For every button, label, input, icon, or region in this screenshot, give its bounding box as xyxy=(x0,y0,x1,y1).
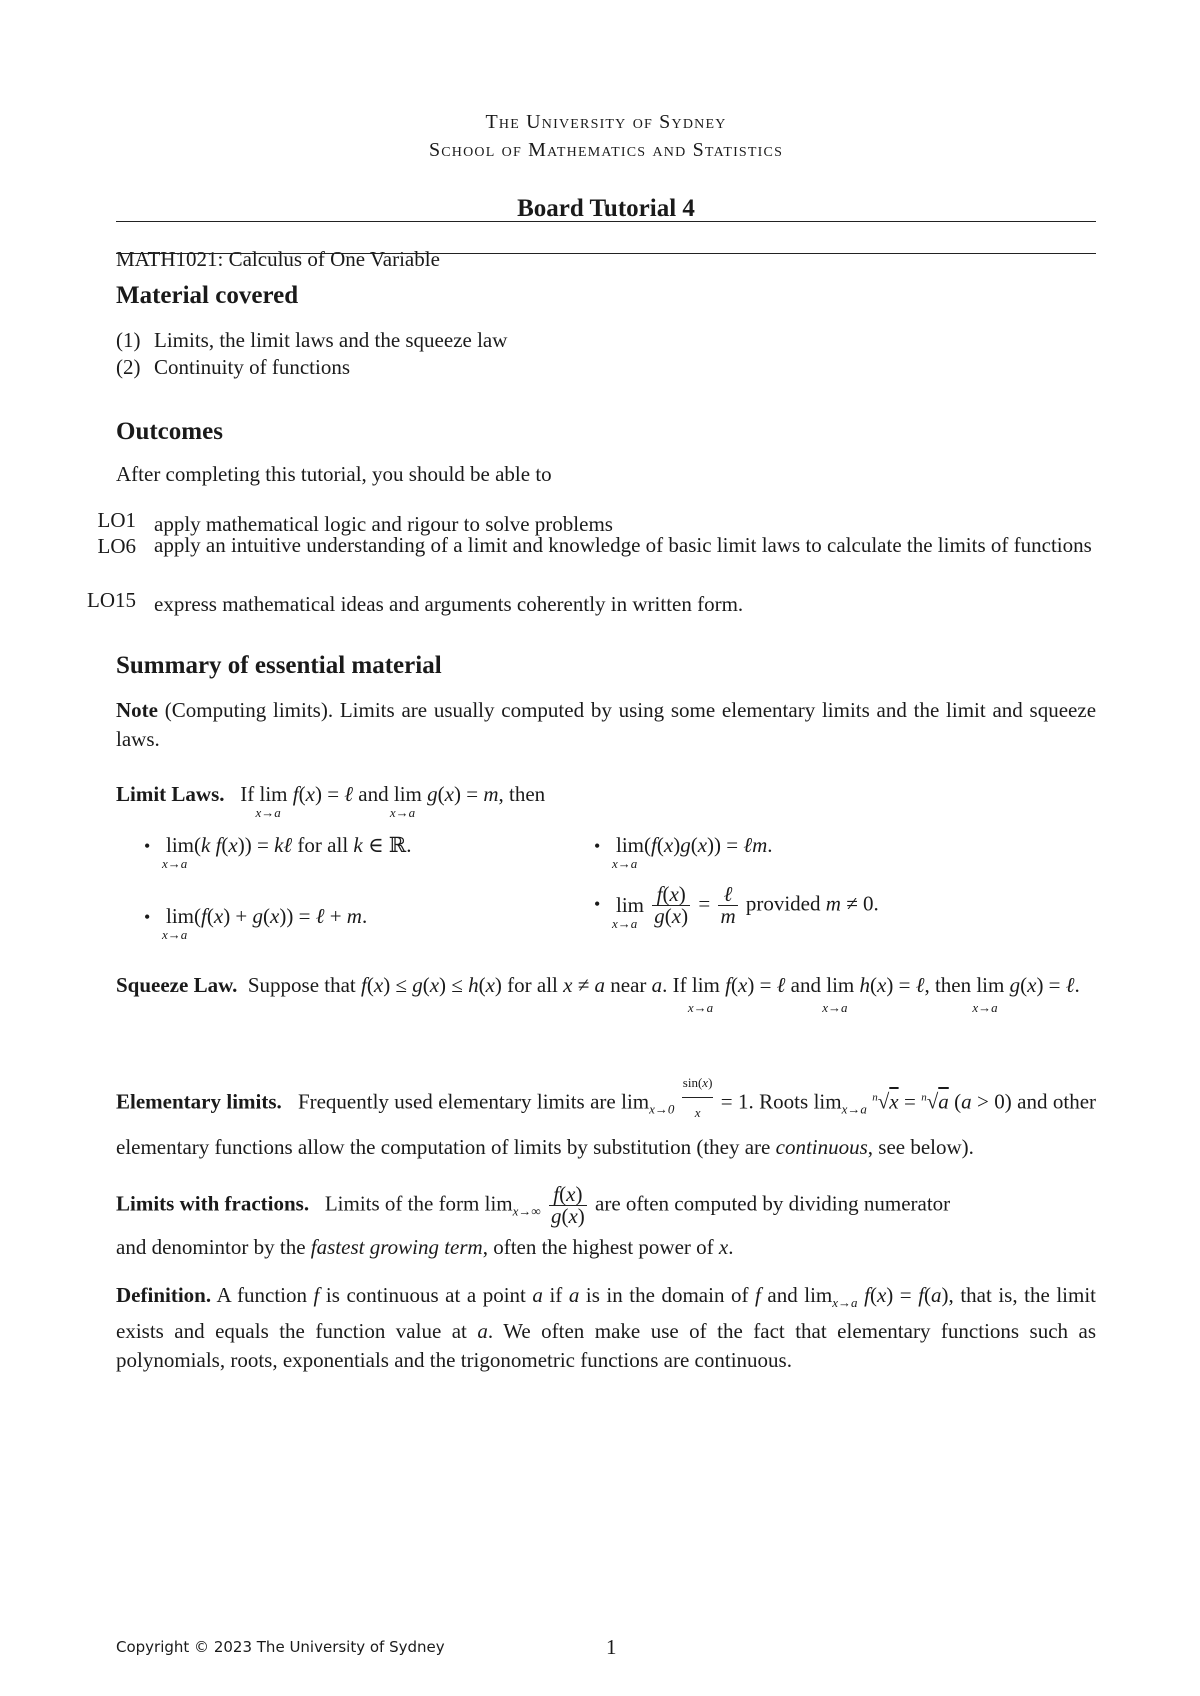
material-item xyxy=(116,357,350,378)
outcome-tag: LO6 xyxy=(97,534,136,558)
item-number: (1) xyxy=(116,328,141,352)
item-text: Continuity of functions xyxy=(154,355,350,379)
page-number: 1 xyxy=(606,1635,617,1659)
outcome-text: apply mathematical logic and rigour to solve problems xyxy=(154,512,613,536)
material-item xyxy=(116,330,507,351)
document-page xyxy=(87,0,1097,1696)
outcome-tag: LO15 xyxy=(87,588,136,612)
outcomes-intro: After completing this tutorial, you should be able to xyxy=(116,462,552,486)
limit-law-bullet: • lim x→a (k f(x)) = kℓ for all k ∈ ℝ. xyxy=(144,833,412,871)
squeeze-law-paragraph: Squeeze Law. Suppose that f(x) ≤ g(x) ≤ h(x) for all x ≠ a near a. If lim x→a f(x) = ℓ and lim x→a h(x) = ℓ, then lim x→a g(x) = ℓ. xyxy=(116,973,1080,1015)
course-title: MATH1021: Calculus of One Variable xyxy=(116,247,440,271)
university-name: The University of Sydney xyxy=(485,111,727,133)
elementary-limits-paragraph: Elementary limits. Frequently used elementary limits are $\lim_{x\to 0}$ $\frac{\sin(x)}{x}$ = 1. Roots $\lim_{x\to a} ^n√x = ^n√a$ (a > 0) and other elementary functions allow the computation of limits by substitution (they are continuous, see below). xyxy=(116,1074,1096,1162)
limit-laws-label: Limit Laws. xyxy=(116,782,225,806)
summary-heading: Summary of essential material xyxy=(116,652,442,679)
note-text: (Computing limits). Limits are usually computed by using some elementary limits and the limit and squeeze laws. xyxy=(116,698,1097,751)
limit-law-bullet: • lim x→a (f(x) + g(x)) = ℓ + m. xyxy=(144,904,368,942)
bottom-rule xyxy=(116,253,1096,254)
fractions-label: Limits with fractions. xyxy=(116,1191,310,1216)
note-paragraph xyxy=(116,696,1096,754)
definition-paragraph: Definition. A function f is continuous at a point a if a is in the domain of f and $\lim_{x\to a} f(x) = f(a)$, that is, the limit exists and equals the function value at a. We often make use of the fact that elementary functions such as polynomials, roots, exponentials and the trigonometric functions are continuous. xyxy=(116,1283,1097,1373)
squeeze-law-label: Squeeze Law. xyxy=(116,973,238,997)
item-text: Limits, the limit laws and the squeeze law xyxy=(154,328,508,352)
limit-law-bullet: • lim x→a (f(x)g(x)) = ℓm. xyxy=(594,833,773,871)
school-name: School of Mathematics and Statistics xyxy=(428,139,784,161)
outcome-text: apply an intuitive understanding of a limit and knowledge of basic limit laws to calculate the limits of functions xyxy=(154,533,1092,557)
outcomes-heading: Outcomes xyxy=(116,418,223,445)
limit-law-bullet: • lim x→a $\frac{f(x)}{g(x)}$ = $\frac{\text{ℓ}}{m}$ provided m ≠ 0. xyxy=(594,882,879,931)
fractions-paragraph-line2: and denomintor by the fastest growing term, often the highest power of x. xyxy=(116,1235,734,1259)
definition-label: Definition. xyxy=(116,1283,212,1307)
top-rule xyxy=(116,221,1096,222)
page-title: Board Tutorial 4 xyxy=(517,195,695,222)
outcome-tag: LO1 xyxy=(97,508,136,532)
fractions-paragraph-line1: Limits with fractions. Limits of the form $\lim_{x\to\infty}$ $\frac{f(x)}{g(x)}$ are often computed by dividing numerator xyxy=(116,1182,951,1228)
elementary-limits-label: Elementary limits. xyxy=(116,1089,282,1114)
outcome-text: express mathematical ideas and arguments coherently in written form. xyxy=(154,592,744,616)
note-label: Note xyxy=(116,698,158,722)
copyright-footer: Copyright © 2023 The University of Sydney xyxy=(116,1638,445,1656)
item-number: (2) xyxy=(116,355,141,379)
limit-laws-intro: Limit Laws. If lim x→a f(x) = ℓ and lim x→a g(x) = m, then xyxy=(116,782,546,820)
material-heading: Material covered xyxy=(116,282,299,309)
